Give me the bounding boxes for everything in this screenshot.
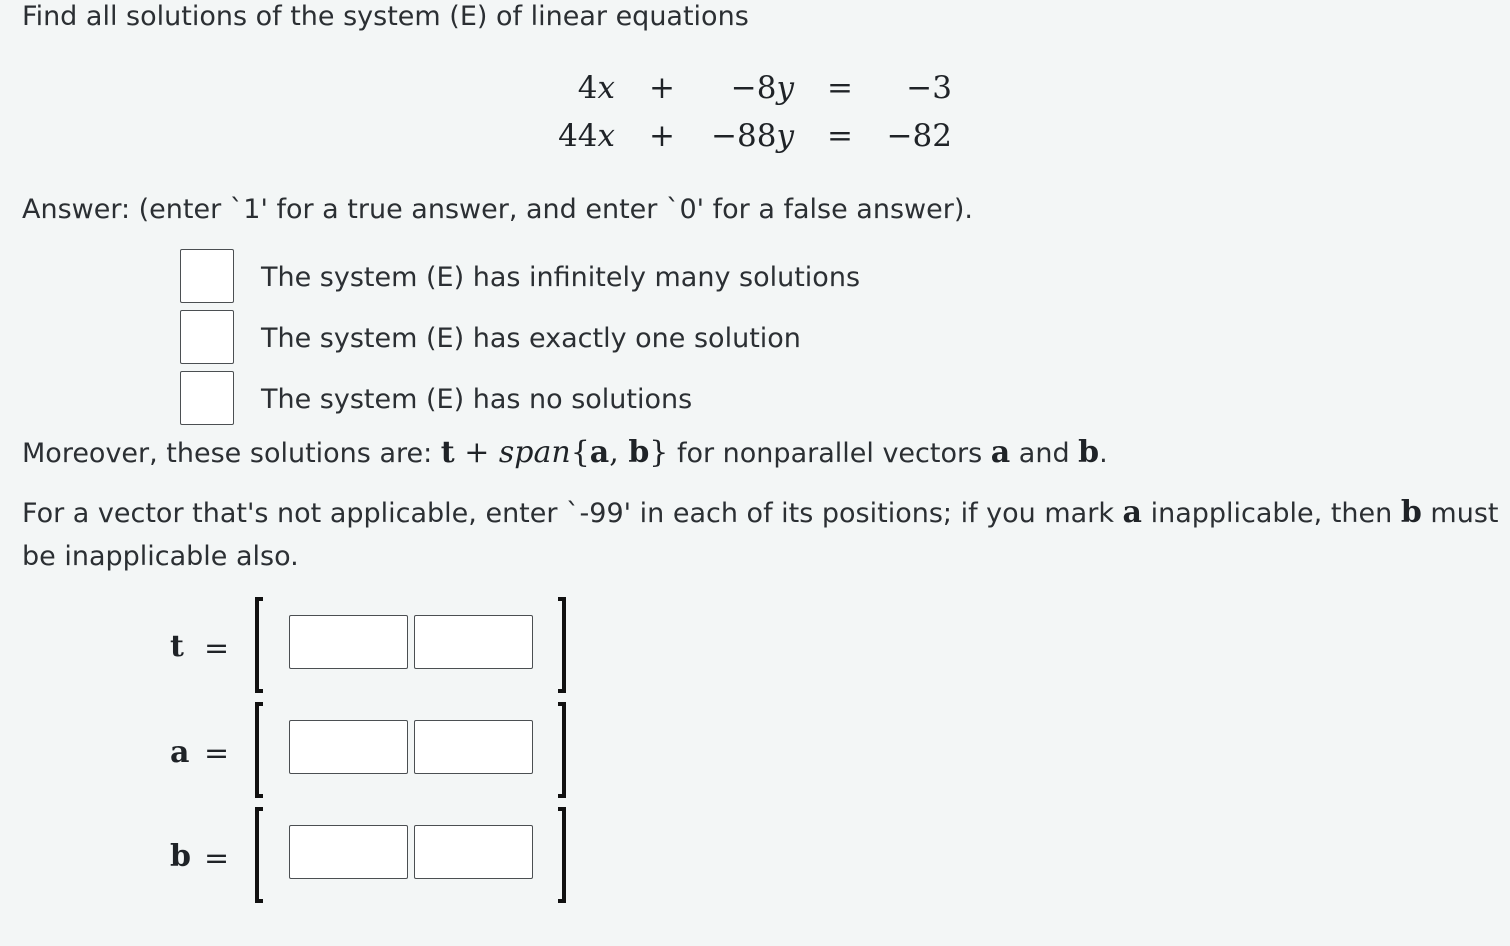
vector-b-entry-2[interactable]: [414, 825, 533, 879]
right-bracket: [558, 702, 566, 798]
right-bracket: [558, 597, 566, 693]
left-bracket: [255, 807, 263, 903]
plus-sign: +: [649, 70, 675, 106]
close-brace: }: [649, 435, 669, 470]
equals-sign: =: [827, 118, 853, 154]
span-symbol: span: [498, 435, 571, 470]
option-none-label: The system (E) has no solutions: [261, 384, 693, 415]
vector-b-entry-1[interactable]: [289, 825, 408, 879]
option-none-input[interactable]: [180, 371, 234, 425]
option-infinite-input[interactable]: [180, 249, 234, 303]
equals-sign: =: [204, 736, 230, 771]
equals-sign: =: [204, 631, 230, 666]
plus-sign: +: [649, 118, 675, 154]
x-term: 44𝑥: [558, 118, 615, 154]
vector-a-label: a: [170, 735, 190, 770]
vector-t-entry-2[interactable]: [414, 615, 533, 669]
plus-symbol: +: [454, 435, 499, 470]
equals-sign: =: [204, 841, 230, 876]
moreover-middle: for nonparallel vectors: [668, 438, 991, 469]
comma-symbol: ,: [609, 435, 629, 470]
vector-b-label: b: [170, 839, 191, 874]
solutions-description: [22, 436, 1108, 471]
inapplicable-note-line-1: [22, 496, 1498, 531]
vector-t-entry-1[interactable]: [289, 615, 408, 669]
open-brace: {: [570, 435, 590, 470]
b-symbol: b: [1400, 495, 1422, 530]
option-one-label: The system (E) has exactly one solution: [261, 323, 801, 354]
vector-a-entry-1[interactable]: [289, 720, 408, 774]
y-term: −88𝑦: [711, 118, 794, 154]
equals-sign: =: [827, 70, 853, 106]
left-bracket: [255, 702, 263, 798]
rhs-value: −82: [886, 118, 952, 154]
x-term: 4𝑥: [577, 70, 615, 106]
a-symbol: a: [990, 435, 1011, 470]
inapplicable-note-line-2: be inapplicable also.: [22, 541, 299, 572]
a-symbol: a: [589, 435, 610, 470]
question-intro: Find all solutions of the system (E) of linear equations: [22, 1, 749, 32]
note-text: For a vector that's not applicable, enter `-99' in each of its positions; if you mark: [22, 498, 1123, 529]
y-term: −8𝑦: [730, 70, 794, 106]
a-symbol: a: [1122, 495, 1142, 530]
option-infinite-label: The system (E) has infinitely many solutions: [261, 262, 861, 293]
note-text: must: [1421, 498, 1499, 529]
b-symbol: b: [628, 435, 650, 470]
option-one-input[interactable]: [180, 310, 234, 364]
moreover-prefix: Moreover, these solutions are:: [22, 438, 441, 469]
moreover-end: .: [1099, 438, 1108, 469]
moreover-and: and: [1010, 438, 1079, 469]
b-symbol: b: [1078, 435, 1100, 470]
rhs-value: −3: [906, 70, 952, 106]
note-text: inapplicable, then: [1142, 498, 1401, 529]
t-symbol: t: [440, 435, 455, 470]
vector-t-label: t: [170, 629, 184, 664]
vector-a-entry-2[interactable]: [414, 720, 533, 774]
left-bracket: [255, 597, 263, 693]
answer-instructions: Answer: (enter `1' for a true answer, and enter `0' for a false answer).: [22, 194, 973, 225]
right-bracket: [558, 807, 566, 903]
